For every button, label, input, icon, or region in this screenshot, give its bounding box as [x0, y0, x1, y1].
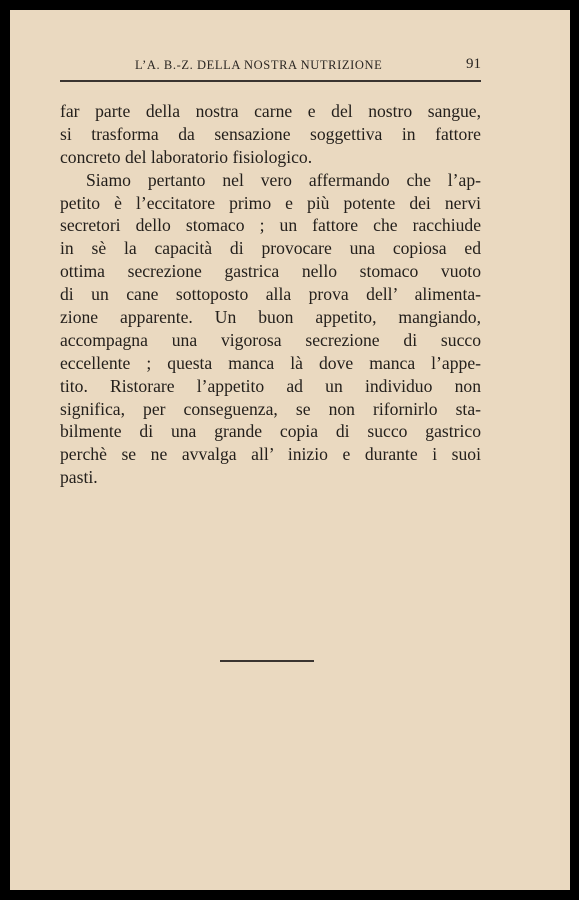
text-line: in sè la capacità di provocare una copiosa ed [60, 238, 481, 259]
body-text [60, 100, 481, 489]
text-line: Siamo pertanto nel vero affermando che l’ap- [86, 169, 481, 190]
section-end-rule [220, 660, 314, 662]
text-line: petito è l’eccitatore primo e più potente dei nervi [60, 192, 481, 213]
text-line: zione apparente. Un buon appetito, mangiando, [60, 307, 481, 328]
text-line: far parte della nostra carne e del nostro sangue, [60, 101, 481, 121]
text-line: pasti. [60, 467, 98, 488]
text-line: accompagna una vigorosa secrezione di succo [60, 329, 481, 350]
page-number: 91 [466, 56, 481, 72]
text-line: si trasforma da sensazione soggettiva in fattore [60, 123, 481, 144]
text-line: bilmente di una grande copia di succo gastrico [60, 421, 481, 442]
text-line: tito. Ristorare l’appetito ad un individuo non [60, 375, 481, 396]
text-line: di un cane sottoposto alla prova dell’ alimenta- [60, 284, 481, 305]
text-line: ottima secrezione gastrica nello stomaco vuoto [60, 261, 481, 282]
book-page [10, 10, 570, 890]
text-line: eccellente ; questa manca là dove manca l’appe- [60, 352, 481, 373]
running-head-title: L’A. B.-Z. DELLA NOSTRA NUTRIZIONE [135, 58, 383, 72]
text-line: concreto del laboratorio fisiologico. [60, 146, 313, 167]
text-line: secretori dello stomaco ; un fattore che racchiude [60, 215, 481, 236]
text-line: significa, per conseguenza, se non rifornirlo sta- [60, 398, 481, 419]
text-line: perchè se ne avvalga all’ inizio e durante i suoi [60, 444, 481, 465]
header-rule [60, 80, 481, 82]
running-head [60, 54, 481, 80]
